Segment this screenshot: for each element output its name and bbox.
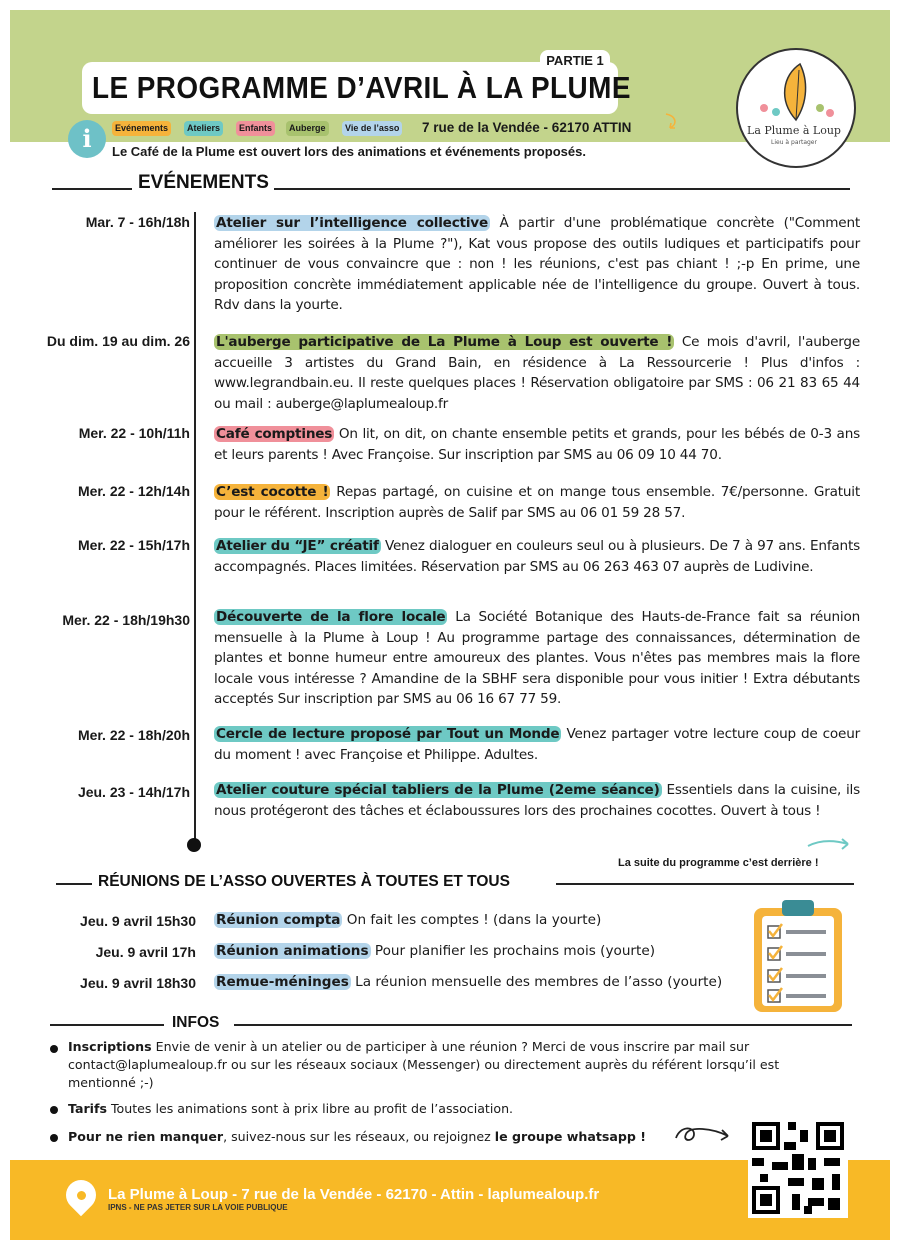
meeting-item — [214, 974, 722, 990]
tag-enfants: Enfants — [236, 121, 275, 136]
bullet — [50, 1045, 58, 1053]
page-title: LE PROGRAMME D’AVRIL À LA PLUME — [92, 70, 631, 105]
event-date: Mer. 22 - 18h/19h30 — [62, 612, 190, 628]
event-date: Mer. 22 - 18h/20h — [77, 727, 190, 743]
meeting-text: On fait les comptes ! (dans la yourte) — [342, 912, 602, 928]
event-text: Essentiels dans la cuisine, ils nous protégeront des tâches et éclaboussures lors des prochaines cocottes. Ouvert à tous ! — [214, 782, 860, 819]
event-item — [214, 780, 860, 821]
event-text: La Société Botanique des Hauts-de-France fait sa réunion mensuelle à la Plume à Loup ! Au programme partage des connaissances, détermination de plantes et bonne humeur entre amoureux des plantes. Vous n'êtes pas membres mais la flore locale vous intéresse ? Amandine de la SBHF sera disponible pour vous initier ! Extra débutants acceptés Sur inscription par SMS au 06 16 67 77 59. — [214, 609, 860, 707]
tag-auberge: Auberge — [286, 121, 329, 136]
event-item — [214, 536, 860, 577]
cafe-note: Le Café de la Plume est ouvert lors des animations et événements proposés. — [112, 144, 586, 159]
meeting-date: Jeu. 9 avril 17h — [95, 944, 196, 960]
meetings-heading: RÉUNIONS DE L’ASSO OUVERTES À TOUTES ET TOUS — [98, 873, 510, 890]
event-title: L'auberge participative de La Plume à Loup est ouverte ! — [216, 334, 673, 350]
event-text: Venez partager votre lecture coup de coeur du moment ! avec Françoise et Philippe. Adultes. — [214, 726, 860, 763]
event-title: Atelier couture spécial tabliers de la Plume (2eme séance) — [216, 782, 660, 798]
bullet — [50, 1134, 58, 1142]
divider — [50, 1024, 164, 1026]
event-date: Jeu. 23 - 14h/17h — [77, 784, 190, 800]
arrow-icon — [662, 112, 682, 132]
info-text: Envie de venir à un atelier ou de participer à une réunion ? Merci de vous inscrire par mail sur contact@laplumealoup.fr ou sur les réseaux sociaux (Messenger) ou directement auprès du référent lorsqu’il est mentionné ;-) — [68, 1039, 780, 1090]
meeting-date: Jeu. 9 avril 15h30 — [80, 913, 196, 929]
suite-note: La suite du programme c’est derrière ! — [618, 857, 819, 869]
meeting-item — [214, 943, 655, 959]
event-item — [214, 724, 860, 765]
event-title: Atelier du “JE” créatif — [216, 538, 379, 554]
event-date: Du dim. 19 au dim. 26 — [46, 333, 190, 349]
event-text: Ce mois d'avril, l'auberge accueille 3 artistes du Grand Bain, en résidence à La Ressourcerie ! Plus d'infos : www.legrandbain.eu. Il reste quelques places ! Réservation obligatoire par SMS : 06 21 83 65 44 ou mail : auberge@laplumealoup.fr — [214, 334, 860, 412]
meeting-title: Réunion animations — [216, 943, 369, 959]
info-text: Toutes les animations sont à prix libre au profit de l’association. — [106, 1101, 514, 1116]
meeting-text: La réunion mensuelle des membres de l’asso (yourte) — [350, 974, 723, 990]
event-item — [214, 482, 860, 523]
arrow-loop-icon — [672, 1120, 734, 1150]
info-label: Tarifs — [68, 1101, 107, 1116]
event-item — [214, 607, 860, 710]
meeting-title: Remue-méninges — [216, 974, 349, 990]
event-date: Mar. 7 - 16h/18h — [85, 214, 190, 230]
event-text: Venez dialoguer en couleurs seul ou à plusieurs. De 7 à 97 ans. Enfants accompagnés. Places limitées. Réservation par SMS au 06 263 463 07 auprès de Ludivine. — [214, 538, 860, 575]
event-item — [214, 213, 860, 316]
event-title: Cercle de lecture proposé par Tout un Monde — [216, 726, 560, 742]
qr-code[interactable] — [748, 1118, 848, 1218]
tag-evenements: Evénements — [112, 121, 171, 136]
footer-legal: IPNS - NE PAS JETER SUR LA VOIE PUBLIQUE — [108, 1203, 288, 1212]
event-date: Mer. 22 - 15h/17h — [77, 537, 190, 553]
clipboard-icon — [744, 896, 856, 1016]
location-pin-dot — [77, 1191, 86, 1200]
divider — [52, 188, 132, 190]
info-icon: i — [68, 120, 106, 158]
meeting-item — [214, 912, 601, 928]
logo-name: La Plume à Loup — [747, 124, 841, 137]
event-title: Découverte de la flore locale — [216, 609, 446, 625]
timeline-end-dot — [187, 838, 201, 852]
logo-subtitle: Lieu à partager — [771, 139, 817, 146]
arrow-right-icon — [806, 836, 852, 852]
meeting-title: Réunion compta — [216, 912, 341, 928]
feather-icon — [738, 50, 854, 166]
divider — [556, 883, 854, 885]
partie-label: PARTIE 1 — [540, 50, 610, 72]
divider — [56, 883, 92, 885]
event-title: Café comptines — [216, 426, 333, 442]
timeline-line — [194, 212, 196, 844]
info-item — [68, 1038, 808, 1092]
header-address: 7 rue de la Vendée - 62170 ATTIN — [422, 120, 632, 135]
divider — [234, 1024, 852, 1026]
bullet — [50, 1106, 58, 1114]
events-heading: EVÉNEMENTS — [138, 172, 269, 193]
event-text: À partir d'une problématique concrète ("Comment améliorer les soirées à la Plume ?"), Kat vous propose des outils ludiques et participatifs pour continuer de vous convaincre que : non ! les réunions, c'est pas chiant ! ;-p En prime, une proposition concrète immédiatement applicable née de l'intelligence du groupe. Ouvert à tous. Rdv dans la yourte. — [214, 215, 860, 313]
infos-heading: INFOS — [172, 1014, 220, 1031]
event-item — [214, 332, 860, 414]
event-text: On lit, on dit, on chante ensemble petits et grands, pour les bébés de 0-3 ans et leurs parents ! Avec Françoise. Sur inscription par SMS au 06 09 10 44 70. — [214, 426, 860, 463]
info-label: Pour ne rien manquer — [68, 1129, 224, 1144]
meeting-text: Pour planifier les prochains mois (yourte) — [370, 943, 656, 959]
footer-address: La Plume à Loup - 7 rue de la Vendée - 62170 - Attin - laplumealoup.fr — [108, 1186, 600, 1203]
tag-vie-asso: Vie de l’asso — [342, 121, 402, 136]
event-title: C’est cocotte ! — [216, 484, 329, 500]
event-date: Mer. 22 - 12h/14h — [77, 483, 190, 499]
info-label: Inscriptions — [68, 1039, 152, 1054]
divider — [274, 188, 850, 190]
meeting-date: Jeu. 9 avril 18h30 — [80, 975, 196, 991]
event-item — [214, 424, 860, 465]
info-text: , suivez-nous sur les réseaux, ou rejoignez — [223, 1129, 495, 1144]
info-item — [68, 1100, 808, 1118]
event-text: Repas partagé, on cuisine et on mange tous ensemble. 7€/personne. Gratuit pour le référent. Inscription auprès de Salif par SMS au 06 01 59 28 57. — [214, 484, 860, 521]
whatsapp-link[interactable]: le groupe whatsapp ! — [494, 1129, 647, 1144]
qr-code-icon — [748, 1118, 848, 1218]
tag-ateliers: Ateliers — [184, 121, 223, 136]
event-date: Mer. 22 - 10h/11h — [78, 425, 190, 441]
event-title: Atelier sur l’intelligence collective — [216, 215, 488, 231]
logo — [736, 48, 856, 168]
